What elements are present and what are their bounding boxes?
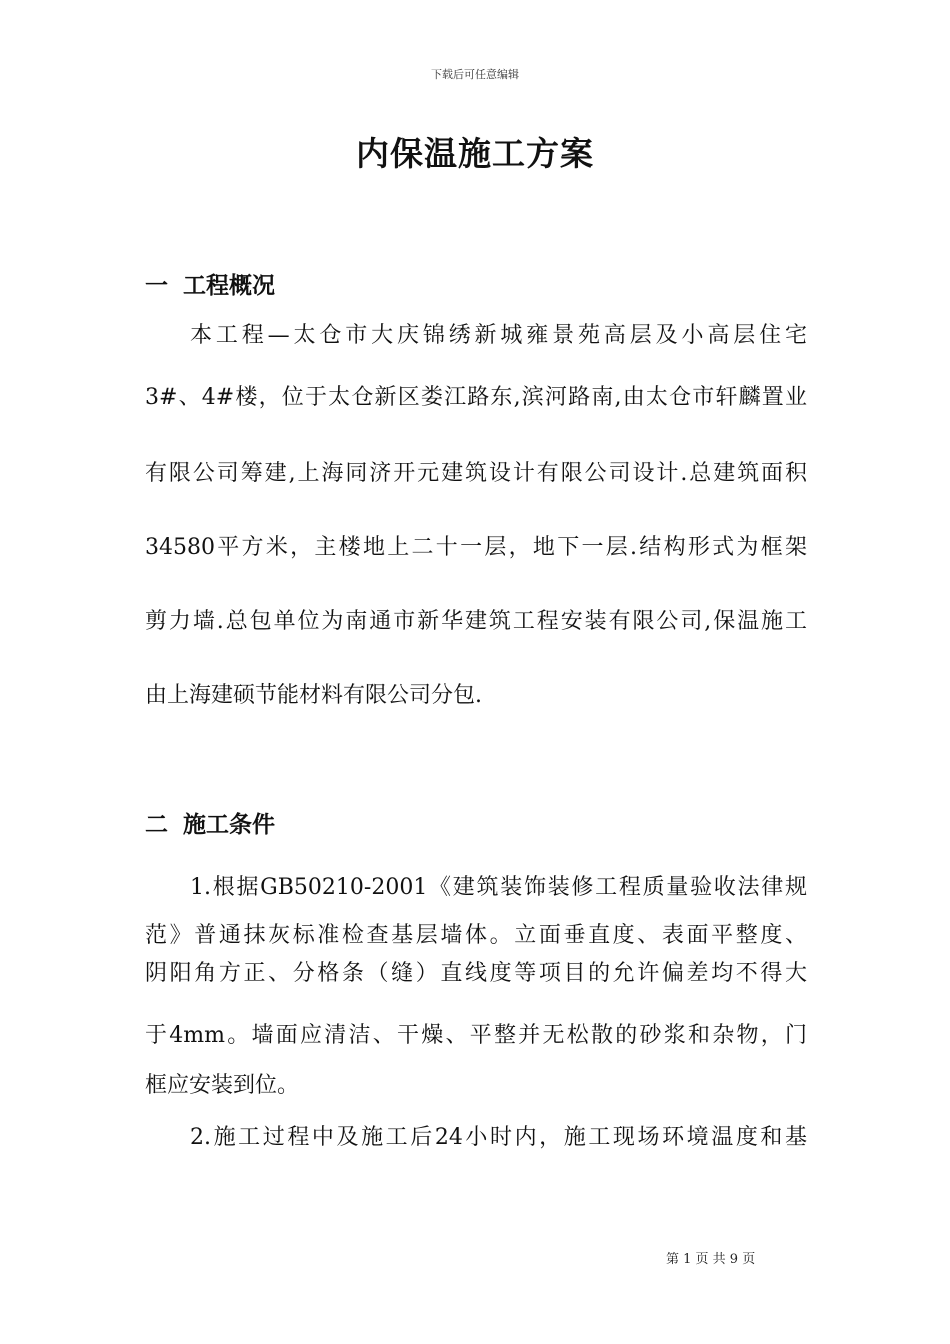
section-heading-2	[145, 806, 275, 839]
paragraph-line: 范》普通抹灰标准检查基层墙体。立面垂直度、表面平整度、	[145, 923, 807, 948]
section-title: 工程概况	[183, 272, 275, 299]
paragraph-line: 阴阳角方正、分格条（缝）直线度等项目的允许偏差均不得大	[145, 961, 807, 986]
section-heading-1	[145, 267, 275, 300]
paragraph-line: 本工程—太仓市大庆锦绣新城雍景苑高层及小高层住宅	[190, 323, 807, 348]
paragraph-line: 1.根据GB50210-2001《建筑装饰装修工程质量验收法律规	[190, 875, 807, 900]
page-number-footer: 第 1 页 共 9 页	[666, 1252, 756, 1267]
section-title: 施工条件	[183, 811, 275, 838]
paragraph-line: 2.施工过程中及施工后24小时内，施工现场环境温度和基	[190, 1125, 807, 1150]
paragraph-line: 剪力墙.总包单位为南通市新华建筑工程安装有限公司,保温施工	[145, 609, 807, 634]
document-title: 内保温施工方案	[356, 134, 594, 173]
paragraph-line: 由上海建硕节能材料有限公司分包.	[145, 683, 482, 708]
header-note: 下载后可任意编辑	[431, 68, 519, 81]
section-number: 一	[145, 272, 168, 299]
paragraph-line: 于4mm。墙面应清洁、干燥、平整并无松散的砂浆和杂物，门	[145, 1023, 807, 1048]
paragraph-line: 框应安装到位。	[145, 1073, 300, 1098]
paragraph-line: 有限公司筹建,上海同济开元建筑设计有限公司设计.总建筑面积	[145, 461, 807, 486]
paragraph-line: 34580平方米，主楼地上二十一层，地下一层.结构形式为框架	[145, 535, 807, 560]
paragraph-line: 3#、4#楼，位于太仓新区娄江路东,滨河路南,由太仓市轩麟置业	[145, 385, 807, 410]
section-number: 二	[145, 811, 168, 838]
